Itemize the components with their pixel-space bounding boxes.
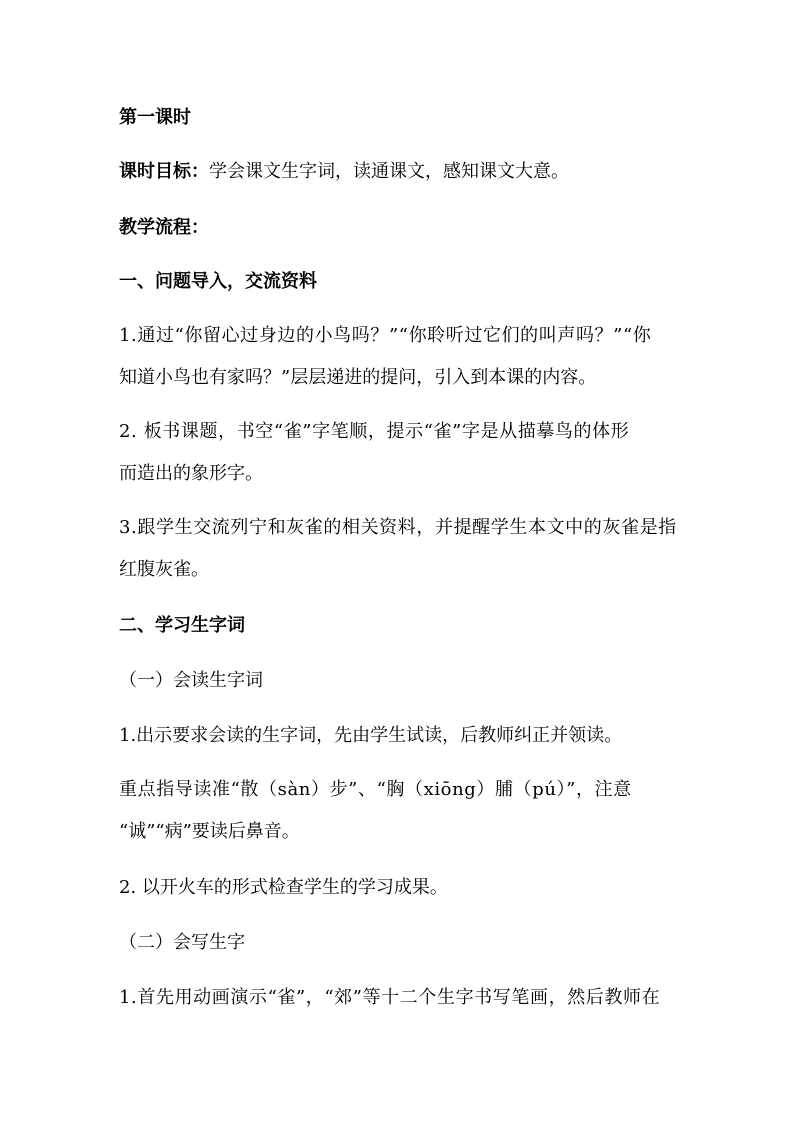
goal-text: 学会课文生字词，读通课文，感知课文大意。 bbox=[209, 161, 569, 182]
s1-item2-line2: 而造出的象形字。 bbox=[119, 463, 263, 484]
sub1-heading: （一）会读生字词 bbox=[119, 670, 263, 691]
sub1-note-line2: “诚”“病”要读后鼻音。 bbox=[119, 821, 300, 842]
section1-heading: 一、问题导入，交流资料 bbox=[119, 271, 317, 292]
section2-heading: 二、学习生字词 bbox=[119, 615, 245, 636]
sub1-item1: 1.出示要求会读的生字词，先由学生试读，后教师纠正并领读。 bbox=[119, 725, 623, 746]
process-label: 教学流程： bbox=[119, 217, 209, 238]
sub1-item2: 2. 以开火车的形式检查学生的学习成果。 bbox=[119, 877, 448, 898]
lesson-goal bbox=[119, 160, 569, 184]
s1-item1-line2: 知道小鸟也有家吗？”层层递进的提问，引入到本课的内容。 bbox=[119, 367, 597, 388]
goal-label: 课时目标： bbox=[119, 161, 209, 182]
s1-item3-line2: 红腹灰雀。 bbox=[119, 559, 209, 580]
s1-item3-line1: 3.跟学生交流列宁和灰雀的相关资料，并提醒学生本文中的灰雀是指 bbox=[119, 517, 677, 538]
s1-item1-line1: 1.通过“你留心过身边的小鸟吗？”“你聆听过它们的叫声吗？”“你 bbox=[119, 325, 652, 346]
sub1-note-line1: 重点指导读准“散（sàn）步”、“胸（xiōng）脯（pú）”，注意 bbox=[119, 779, 632, 800]
sub2-heading: （二）会写生字 bbox=[119, 932, 245, 953]
s1-item2-line1: 2. 板书课题，书空“雀”字笔顺，提示“雀”字是从描摹鸟的体形 bbox=[119, 421, 630, 442]
lesson-title: 第一课时 bbox=[119, 107, 191, 128]
sub2-item1-line1: 1.首先用动画演示“雀”，“郊”等十二个生字书写笔画，然后教师在 bbox=[119, 987, 661, 1008]
